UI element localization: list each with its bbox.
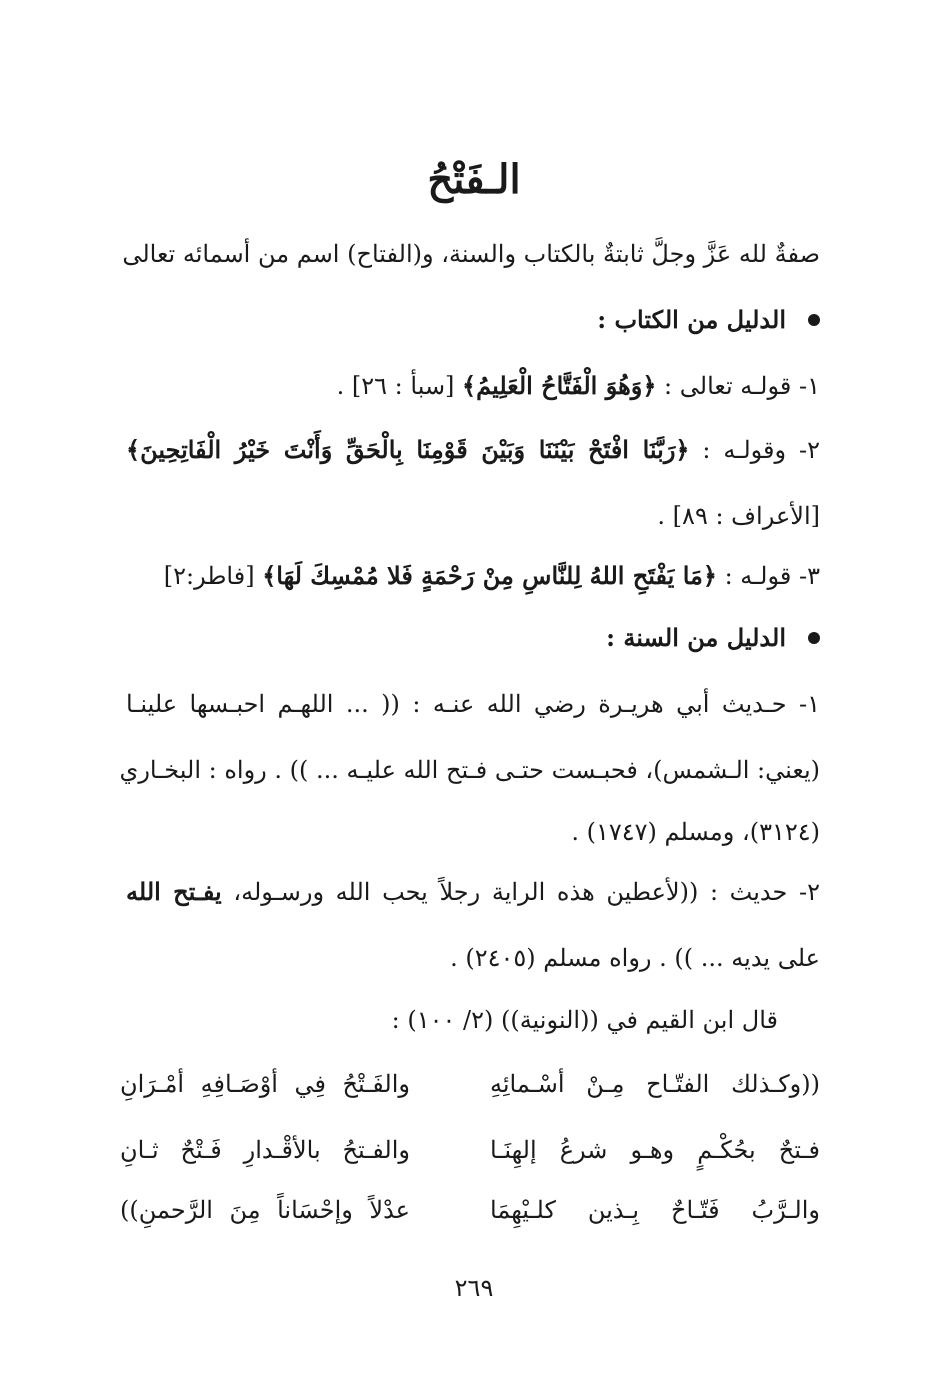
item-prefix: ١- قولـه تعالى :: [656, 372, 820, 400]
hadith-1-line-3: (٣١٢٤)، ومسلم (١٧٤٧) .: [571, 818, 820, 846]
bullet-icon: [808, 314, 820, 326]
page-title: الـفَتْحُ: [427, 156, 521, 203]
quran-verse: ﴿مَا يَفْتَحِ اللهُ لِلنَّاسِ مِنْ رَحْمَةٍ فَلا مُمْسِكَ لَهَا﴾: [262, 561, 717, 590]
poem-verse-2: [120, 1128, 820, 1172]
poem-second-hemistich: والفـتحُ بالأقْـدارِ فَـتْحٌ ثـانِ: [120, 1136, 410, 1164]
poem-first-hemistich: ((وكـذلك الفتّـاح مِـنْ أسْـمائِهِ: [490, 1070, 820, 1098]
book-evidence-heading-label: الدليل من الكتاب :: [597, 305, 786, 334]
book-evidence-item-3: [126, 556, 820, 596]
poem-first-hemistich: فـتحٌ بحُكْـمٍ وهـو شرعُ إلهِنَـا: [490, 1136, 820, 1164]
poem-intro: قال ابن القيم في ((النونية)) (٢/ ١٠٠) :: [391, 1006, 778, 1034]
verse-reference: [سبأ : ٢٦] .: [336, 372, 463, 400]
book-evidence-item-2-reference: [الأعراف : ٨٩] .: [657, 502, 820, 530]
intro-line: صفةٌ لله عَزَّ وجلَّ ثابتةٌ بالكتاب والسنة، و(الفتاح) اسم من أسمائه تعالى: [122, 240, 820, 268]
sunnah-evidence-heading: [126, 618, 820, 658]
book-evidence-heading: [126, 300, 820, 340]
page-number: ٢٦٩: [454, 1274, 494, 1302]
quran-verse: ﴿وَهُوَ الْفَتَّاحُ الْعَلِيمُ﴾: [462, 371, 657, 400]
sunnah-evidence-heading-label: الدليل من السنة :: [606, 623, 786, 652]
hadith-1-line-2: (يعني: الـشمس)، فحبـست حتـى فـتح الله عليـه ... )) . رواه : البخـاري: [119, 756, 820, 784]
hadith-2-text: ٢- حديث : ((لأعطين هذه الراية رجلاً يحب الله ورسـوله،: [221, 878, 820, 906]
quran-verse: ﴿رَبَّنَا افْتَحْ بَيْنَنَا وَبَيْنَ قَوْمِنَا بِالْحَقِّ وَأَنْتَ خَيْرُ الْفَاتِحِينَ﴾: [126, 435, 690, 464]
poem-verse-1: [120, 1062, 820, 1106]
verse-reference: [فاطر:٢]: [163, 562, 263, 590]
item-prefix: ٢- وقولـه :: [689, 436, 821, 464]
hadith-2-line-2: على يديه ... )) . رواه مسلم (٢٤٠٥) .: [450, 944, 820, 972]
item-prefix: ٣- قولـه :: [716, 562, 820, 590]
book-evidence-item-2: [126, 430, 820, 470]
poem-first-hemistich: والـرَّبُ فَتّـاحٌ بِـذين كلـيْهِمَا: [490, 1196, 820, 1224]
hadith-2-line-1: [126, 872, 820, 912]
book-evidence-item-1: [126, 366, 820, 406]
hadith-1-line-1: ١- حـديث أبي هريـرة رضي الله عنـه : (( ... اللهـم احبـسها علينـا: [126, 690, 820, 718]
bullet-icon: [808, 632, 820, 644]
poem-verse-3: [120, 1188, 820, 1232]
poem-second-hemistich: عدْلاً وإحْسَاناً مِنَ الرَّحمنِ)): [120, 1196, 410, 1224]
poem-second-hemistich: والفَـتْحُ فِي أوْصَـافِهِ أمْـرَانِ: [120, 1070, 410, 1098]
hadith-2-emphasis: يفـتح الله: [126, 877, 222, 906]
